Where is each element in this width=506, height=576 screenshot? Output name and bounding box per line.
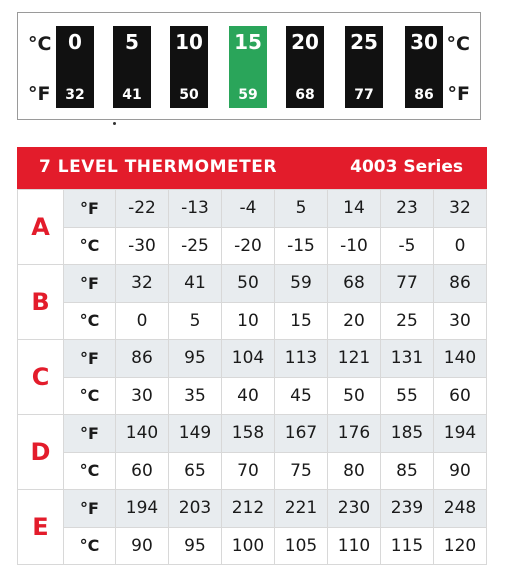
group-label: D (18, 415, 64, 490)
unit-label-celsius: °C (64, 527, 116, 565)
table-cell: 60 (116, 452, 169, 490)
table-cell: 14 (328, 190, 381, 228)
unit-label-fahrenheit: °F (64, 415, 116, 453)
unit-label-celsius: °C (64, 227, 116, 265)
table-cell: 230 (328, 490, 381, 528)
table-cell: 80 (328, 452, 381, 490)
table-cell: -15 (275, 227, 328, 265)
table-cell: 167 (275, 415, 328, 453)
group-label: A (18, 190, 64, 265)
table-cell: 86 (116, 340, 169, 378)
fahrenheit-value: 32 (65, 87, 85, 103)
table-cell: 15 (275, 302, 328, 340)
table-cell: 100 (222, 527, 275, 565)
unit-label-fahrenheit: °F (64, 340, 116, 378)
table-cell: 5 (169, 302, 222, 340)
unit-label-celsius: °C (64, 302, 116, 340)
table-cell: 131 (381, 340, 434, 378)
table-cell: 194 (116, 490, 169, 528)
table-cell: 149 (169, 415, 222, 453)
table-cell: 0 (116, 302, 169, 340)
table-cell: 65 (169, 452, 222, 490)
table-cell: 239 (381, 490, 434, 528)
celsius-value: 10 (175, 30, 203, 54)
thermometer-strip (17, 12, 481, 120)
table-cell: -30 (116, 227, 169, 265)
table-cell: 25 (381, 302, 434, 340)
unit-label-celsius: °C (64, 377, 116, 415)
table-cell: 50 (328, 377, 381, 415)
celsius-label-right: °C (446, 33, 470, 55)
table-cell: -4 (222, 190, 275, 228)
table-cell: 32 (116, 265, 169, 303)
celsius-value: 15 (234, 30, 262, 54)
table-cell: 104 (222, 340, 275, 378)
table-cell: 20 (328, 302, 381, 340)
banner-title: 7 LEVEL THERMOMETER (39, 157, 277, 177)
level-cell-0 (56, 26, 94, 108)
table-cell: 194 (434, 415, 487, 453)
celsius-value: 0 (68, 30, 82, 54)
table-cell: 30 (434, 302, 487, 340)
table-cell: 212 (222, 490, 275, 528)
table-cell: 55 (381, 377, 434, 415)
table-cell: 35 (169, 377, 222, 415)
table-row-celsius (18, 527, 487, 565)
celsius-value: 30 (410, 30, 438, 54)
table-row-fahrenheit (18, 190, 487, 228)
table-cell: -20 (222, 227, 275, 265)
table-row-celsius (18, 452, 487, 490)
group-label: E (18, 490, 64, 565)
table-cell: 0 (434, 227, 487, 265)
fahrenheit-value: 77 (354, 87, 374, 103)
table-cell: -13 (169, 190, 222, 228)
table-cell: 121 (328, 340, 381, 378)
temperature-range-table (17, 189, 487, 565)
table-cell: 75 (275, 452, 328, 490)
level-cell-30 (405, 26, 443, 108)
table-cell: 90 (116, 527, 169, 565)
table-cell: -5 (381, 227, 434, 265)
celsius-value: 5 (125, 30, 139, 54)
level-cell-25 (345, 26, 383, 108)
celsius-label-left: °C (28, 33, 52, 55)
table-cell: 5 (275, 190, 328, 228)
table-cell: 95 (169, 340, 222, 378)
unit-label-fahrenheit: °F (64, 190, 116, 228)
table-cell: 86 (434, 265, 487, 303)
table-cell: 90 (434, 452, 487, 490)
table-cell: -10 (328, 227, 381, 265)
table-cell: 185 (381, 415, 434, 453)
level-cell-15 (229, 26, 267, 108)
unit-label-fahrenheit: °F (64, 265, 116, 303)
group-label: C (18, 340, 64, 415)
table-cell: 41 (169, 265, 222, 303)
table-row-fahrenheit (18, 265, 487, 303)
table-cell: 32 (434, 190, 487, 228)
fahrenheit-value: 86 (414, 87, 434, 103)
table-cell: 248 (434, 490, 487, 528)
table-cell: 95 (169, 527, 222, 565)
table-row-celsius (18, 377, 487, 415)
table-cell: 105 (275, 527, 328, 565)
table-cell: 45 (275, 377, 328, 415)
table-row-fahrenheit (18, 415, 487, 453)
table-cell: 77 (381, 265, 434, 303)
fahrenheit-label-left: °F (28, 83, 51, 105)
table-row-celsius (18, 302, 487, 340)
table-cell: 40 (222, 377, 275, 415)
table-cell: 10 (222, 302, 275, 340)
table-cell: 113 (275, 340, 328, 378)
table-cell: 176 (328, 415, 381, 453)
table-cell: 70 (222, 452, 275, 490)
table-cell: 158 (222, 415, 275, 453)
table-cell: 120 (434, 527, 487, 565)
dot-mark (113, 122, 116, 125)
table-cell: 30 (116, 377, 169, 415)
group-label: B (18, 265, 64, 340)
table-cell: 140 (116, 415, 169, 453)
celsius-value: 20 (291, 30, 319, 54)
fahrenheit-value: 50 (179, 87, 199, 103)
table-row-fahrenheit (18, 490, 487, 528)
fahrenheit-value: 59 (238, 87, 258, 103)
table-cell: 110 (328, 527, 381, 565)
table-row-celsius (18, 227, 487, 265)
table-cell: 203 (169, 490, 222, 528)
table-cell: 68 (328, 265, 381, 303)
level-cell-5 (113, 26, 151, 108)
table-cell: 85 (381, 452, 434, 490)
table-cell: 140 (434, 340, 487, 378)
celsius-value: 25 (350, 30, 378, 54)
table-cell: 115 (381, 527, 434, 565)
fahrenheit-value: 41 (122, 87, 142, 103)
table-cell: 60 (434, 377, 487, 415)
product-banner (17, 147, 487, 189)
table-cell: 23 (381, 190, 434, 228)
level-cell-10 (170, 26, 208, 108)
banner-series: 4003 Series (350, 157, 463, 177)
fahrenheit-value: 68 (295, 87, 315, 103)
table-row-fahrenheit (18, 340, 487, 378)
table-cell: -25 (169, 227, 222, 265)
table-cell: 221 (275, 490, 328, 528)
table-cell: 50 (222, 265, 275, 303)
unit-label-fahrenheit: °F (64, 490, 116, 528)
table-cell: -22 (116, 190, 169, 228)
fahrenheit-label-right: °F (447, 83, 470, 105)
table-cell: 59 (275, 265, 328, 303)
level-cell-20 (286, 26, 324, 108)
unit-label-celsius: °C (64, 452, 116, 490)
